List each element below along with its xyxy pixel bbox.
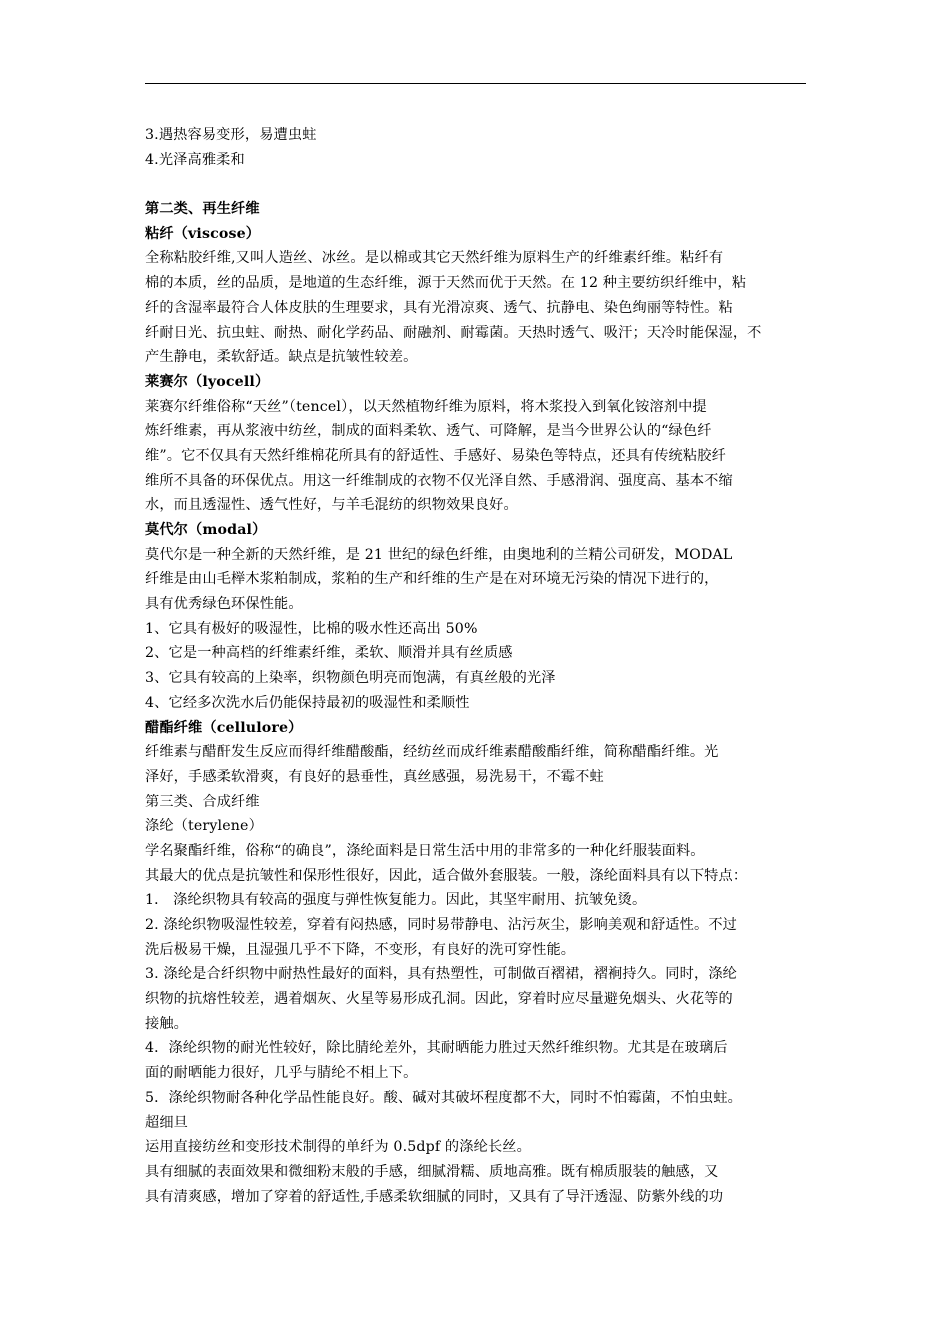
text-line: 纤维是由山毛榉木浆粕制成，浆粕的生产和纤维的生产是在对环境无污染的情况下进行的， [145, 571, 719, 588]
text-line: 1． 涤纶织物具有较高的强度与弹性恢复能力。因此，其坚牢耐用、抗皱免烫。 [145, 892, 647, 909]
text-line: 其最大的优点是抗皱性和保形性很好，因此，适合做外套服装。一般，涤纶面料具有以下特点： [145, 867, 748, 884]
text-line: 1、它具有极好的吸湿性，比棉的吸水性还高出 50% [145, 620, 478, 637]
text-line: 棉的本质，丝的品质，是地道的生态纤维，源于天然而优于天然。在 12 种主要纺织纤维中，粘 [145, 275, 747, 292]
text-line: 维”。它不仅具有天然纤维棉花所具有的舒适性、手感好、易染色等特点，还具有传统粘胶纤 [145, 447, 726, 464]
text-line: 具有细腻的表面效果和微细粉末般的手感，细腻滑糯、质地高雅。既有棉质服装的触感，又 [145, 1163, 719, 1180]
text-line: 洗后极易干燥，且湿强几乎不下降，不变形，有良好的洗可穿性能。 [145, 941, 576, 958]
text-line: 2、它是一种高档的纤维素纤维，柔软、顺滑并具有丝质感 [145, 645, 513, 662]
text-line: 涤纶（terylene） [145, 818, 263, 835]
text-line: 面的耐晒能力很好，几乎与腈纶不相上下。 [145, 1065, 418, 1082]
text-line: 第三类、合成纤维 [145, 793, 260, 810]
text-line: 织物的抗熔性较差，遇着烟灰、火星等易形成孔洞。因此，穿着时应尽量避免烟头、火花等的 [145, 991, 733, 1008]
text-line: 5．涤纶织物耐各种化学品性能良好。酸、碱对其破坏程度都不大，同时不怕霉菌，不怕虫蛀。 [145, 1089, 743, 1106]
text-line: 莱赛尔纤维俗称“天丝”（tencel），以天然植物纤维为原料，将木浆投入到氧化铵溶剂中提 [145, 398, 707, 415]
text-line: 炼纤维素，再从浆液中纺丝，制成的面料柔软、透气、可降解，是当今世界公认的“绿色纤 [145, 423, 712, 440]
section-heading: 粘纤（viscose） [145, 225, 261, 242]
document-body [145, 123, 808, 1209]
section-heading: 莱赛尔（lyocell） [145, 373, 270, 390]
blank-line [145, 172, 808, 197]
text-line: 产生静电，柔软舒适。缺点是抗皱性较差。 [145, 349, 418, 366]
text-line: 4．涤纶织物的耐光性较好，除比腈纶差外，其耐晒能力胜过天然纤维织物。尤其是在玻璃后 [145, 1040, 728, 1057]
text-line: 具有清爽感，增加了穿着的舒适性,手感柔软细腻的同时，又具有了导汗透湿、防紫外线的功 [145, 1188, 724, 1205]
text-line: 3.遇热容易变形，易遭虫蛀 [145, 127, 317, 143]
text-line: 纤的含湿率最符合人体皮肤的生理要求，具有光滑凉爽、透气、抗静电、染色绚丽等特性。粘 [145, 299, 733, 316]
section-heading: 莫代尔（modal） [145, 522, 267, 538]
text-line: 具有优秀绿色环保性能。 [145, 596, 303, 613]
text-line: 接触。 [145, 1015, 189, 1032]
text-line: 学名聚酯纤维，俗称“的确良”，涤纶面料是日常生活中用的非常多的一种化纤服装面料。 [145, 842, 705, 859]
text-line: 3. 涤纶是合纤织物中耐热性最好的面料，具有热塑性，可制做百褶裙，褶裥持久。同时，涤纶 [145, 966, 737, 983]
section-heading: 第二类、再生纤维 [145, 201, 260, 218]
header-rule [145, 83, 806, 84]
section-heading: 醋酯纤维（cellulore） [145, 719, 303, 736]
text-line: 纤耐日光、抗虫蛀、耐热、耐化学药品、耐融剂、耐霉菌。天热时透气、吸汗；天冷时能保湿，不 [145, 324, 762, 341]
text-line: 3、它具有较高的上染率，织物颜色明亮而饱满，有真丝般的光泽 [145, 670, 556, 687]
text-line: 莫代尔是一种全新的天然纤维，是 21 世纪的绿色纤维，由奥地利的兰精公司研发，MODAL [145, 546, 733, 563]
text-line: 泽好，手感柔软滑爽，有良好的悬垂性，真丝感强，易洗易干，不霉不蛀 [145, 768, 604, 785]
text-line: 纤维素与醋酐发生反应而得纤维醋酸酯，经纺丝而成纤维素醋酸酯纤维，简称醋酯纤维。光 [145, 744, 719, 761]
text-line: 2. 涤纶织物吸湿性较差，穿着有闷热感，同时易带静电、沾污灰尘，影响美观和舒适性。不过 [145, 917, 737, 933]
text-line: 4、它经多次洗水后仍能保持最初的吸湿性和柔顺性 [145, 694, 470, 711]
text-line: 超细旦 [145, 1114, 189, 1131]
text-line: 4.光泽高雅柔和 [145, 151, 245, 168]
text-line: 全称粘胶纤维,又叫人造丝、冰丝。是以棉或其它天然纤维为原料生产的纤维素纤维。粘纤有 [145, 250, 724, 267]
text-line: 水，而且透湿性、透气性好，与羊毛混纺的织物效果良好。 [145, 497, 518, 514]
text-line: 维所不具备的环保优点。用这一纤维制成的衣物不仅光泽自然、手感滑润、强度高、基本不缩 [145, 472, 733, 489]
text-line: 运用直接纺丝和变形技术制得的单纤为 0.5dpf 的涤纶长丝。 [145, 1139, 531, 1156]
